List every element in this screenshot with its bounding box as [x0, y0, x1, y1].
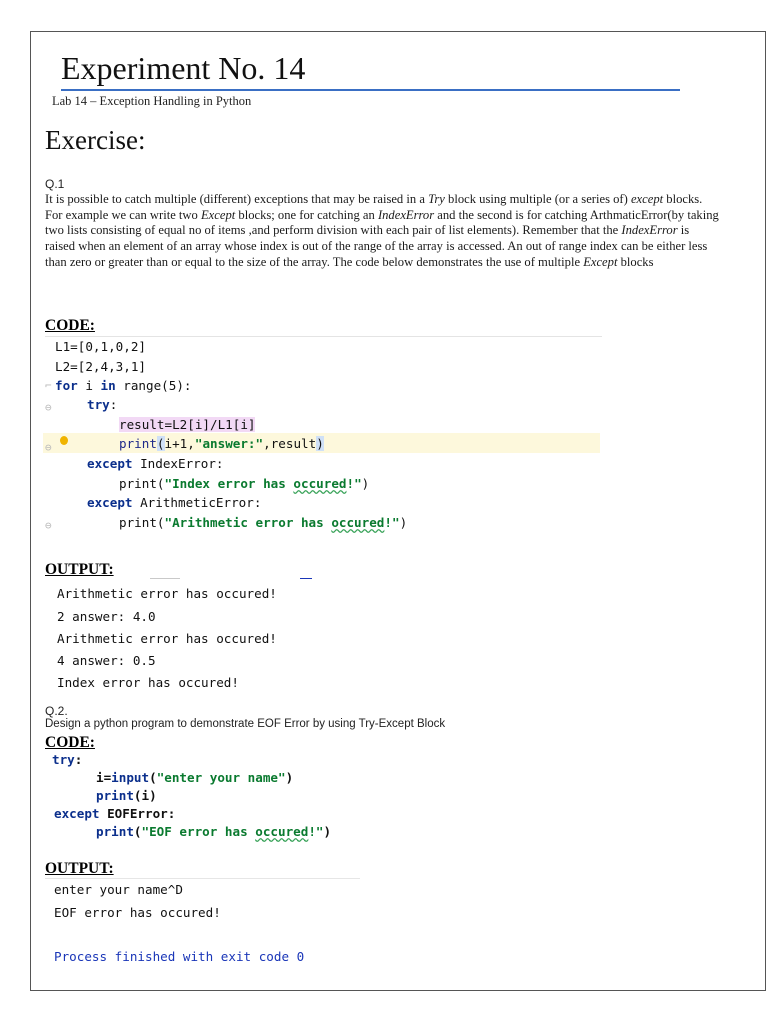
code-line: print(i+1,"answer:",result): [119, 436, 324, 451]
lightbulb-icon: [60, 436, 68, 445]
code-line: print("Index error has occured!"): [119, 476, 370, 491]
code-line: try:: [87, 397, 118, 412]
output-top-border: [45, 878, 360, 879]
faint-mark: [300, 578, 312, 579]
page-title: Experiment No. 14: [61, 50, 306, 86]
code-line: except ArithmeticError:: [87, 495, 262, 510]
q2-code-heading: CODE:: [45, 734, 95, 751]
code-line: print("EOF error has occured!"): [96, 824, 332, 839]
q2-output-heading: OUTPUT:: [45, 860, 114, 877]
code-line: print("Arithmetic error has occured!"): [119, 515, 408, 530]
code-line: i=input("enter your name"): [96, 770, 294, 785]
q2-question: Design a python program to demonstrate EOF Error by using Try-Except Block: [45, 718, 446, 730]
code-line: for i in range(5):: [55, 378, 192, 393]
output-line: Arithmetic error has occured!: [57, 586, 277, 601]
code-line: result=L2[i]/L1[i]: [119, 417, 256, 432]
fold-marker: ⌐: [45, 379, 52, 392]
q1-code-heading: CODE:: [45, 317, 95, 334]
q1-output-heading: OUTPUT:: [45, 561, 114, 578]
process-exit-line: Process finished with exit code 0: [54, 949, 305, 964]
code-line: except IndexError:: [87, 456, 224, 471]
faint-mark: [150, 578, 180, 579]
output-line: Arithmetic error has occured!: [57, 631, 277, 646]
title-underline: [61, 89, 680, 91]
lab-subtitle: Lab 14 – Exception Handling in Python: [52, 94, 252, 108]
q2-label: Q.2.: [45, 704, 68, 718]
exercise-heading: Exercise:: [45, 125, 146, 155]
q1-label: Q.1: [45, 177, 65, 191]
q1-code-block: [45, 336, 602, 543]
fold-marker: ⊖: [45, 441, 52, 454]
output-line: Index error has occured!: [57, 675, 239, 690]
q1-paragraph: It is possible to catch multiple (different) exceptions that may be raised in a Try block using multiple (or a series of) except blocks. For example we can write two Except blocks; one for catching an IndexError and the second is for catching ArthmaticError(by taking two lists consisting of equal no of items ,and perform division with each pair of list elements). Remember that the IndexError is raised when an element of an array whose index is out of the range of the array is accessed. An out of range index can be either less than zero or greater than or equal to the size of the array. The code below demonstrates the use of multiple Except blocks: [45, 192, 719, 269]
output-line: EOF error has occured!: [54, 905, 221, 920]
code-line: L2=[2,4,3,1]: [55, 359, 146, 374]
code-line: try:: [52, 752, 83, 767]
output-line: enter your name^D: [54, 882, 183, 897]
code-line: print(i): [96, 788, 157, 803]
fold-marker: ⊖: [45, 519, 52, 532]
code-line: except EOFError:: [54, 806, 176, 821]
code-line: L1=[0,1,0,2]: [55, 339, 146, 354]
output-line: 4 answer: 0.5: [57, 653, 156, 668]
output-line: 2 answer: 4.0: [57, 609, 156, 624]
fold-marker: ⊖: [45, 401, 52, 414]
